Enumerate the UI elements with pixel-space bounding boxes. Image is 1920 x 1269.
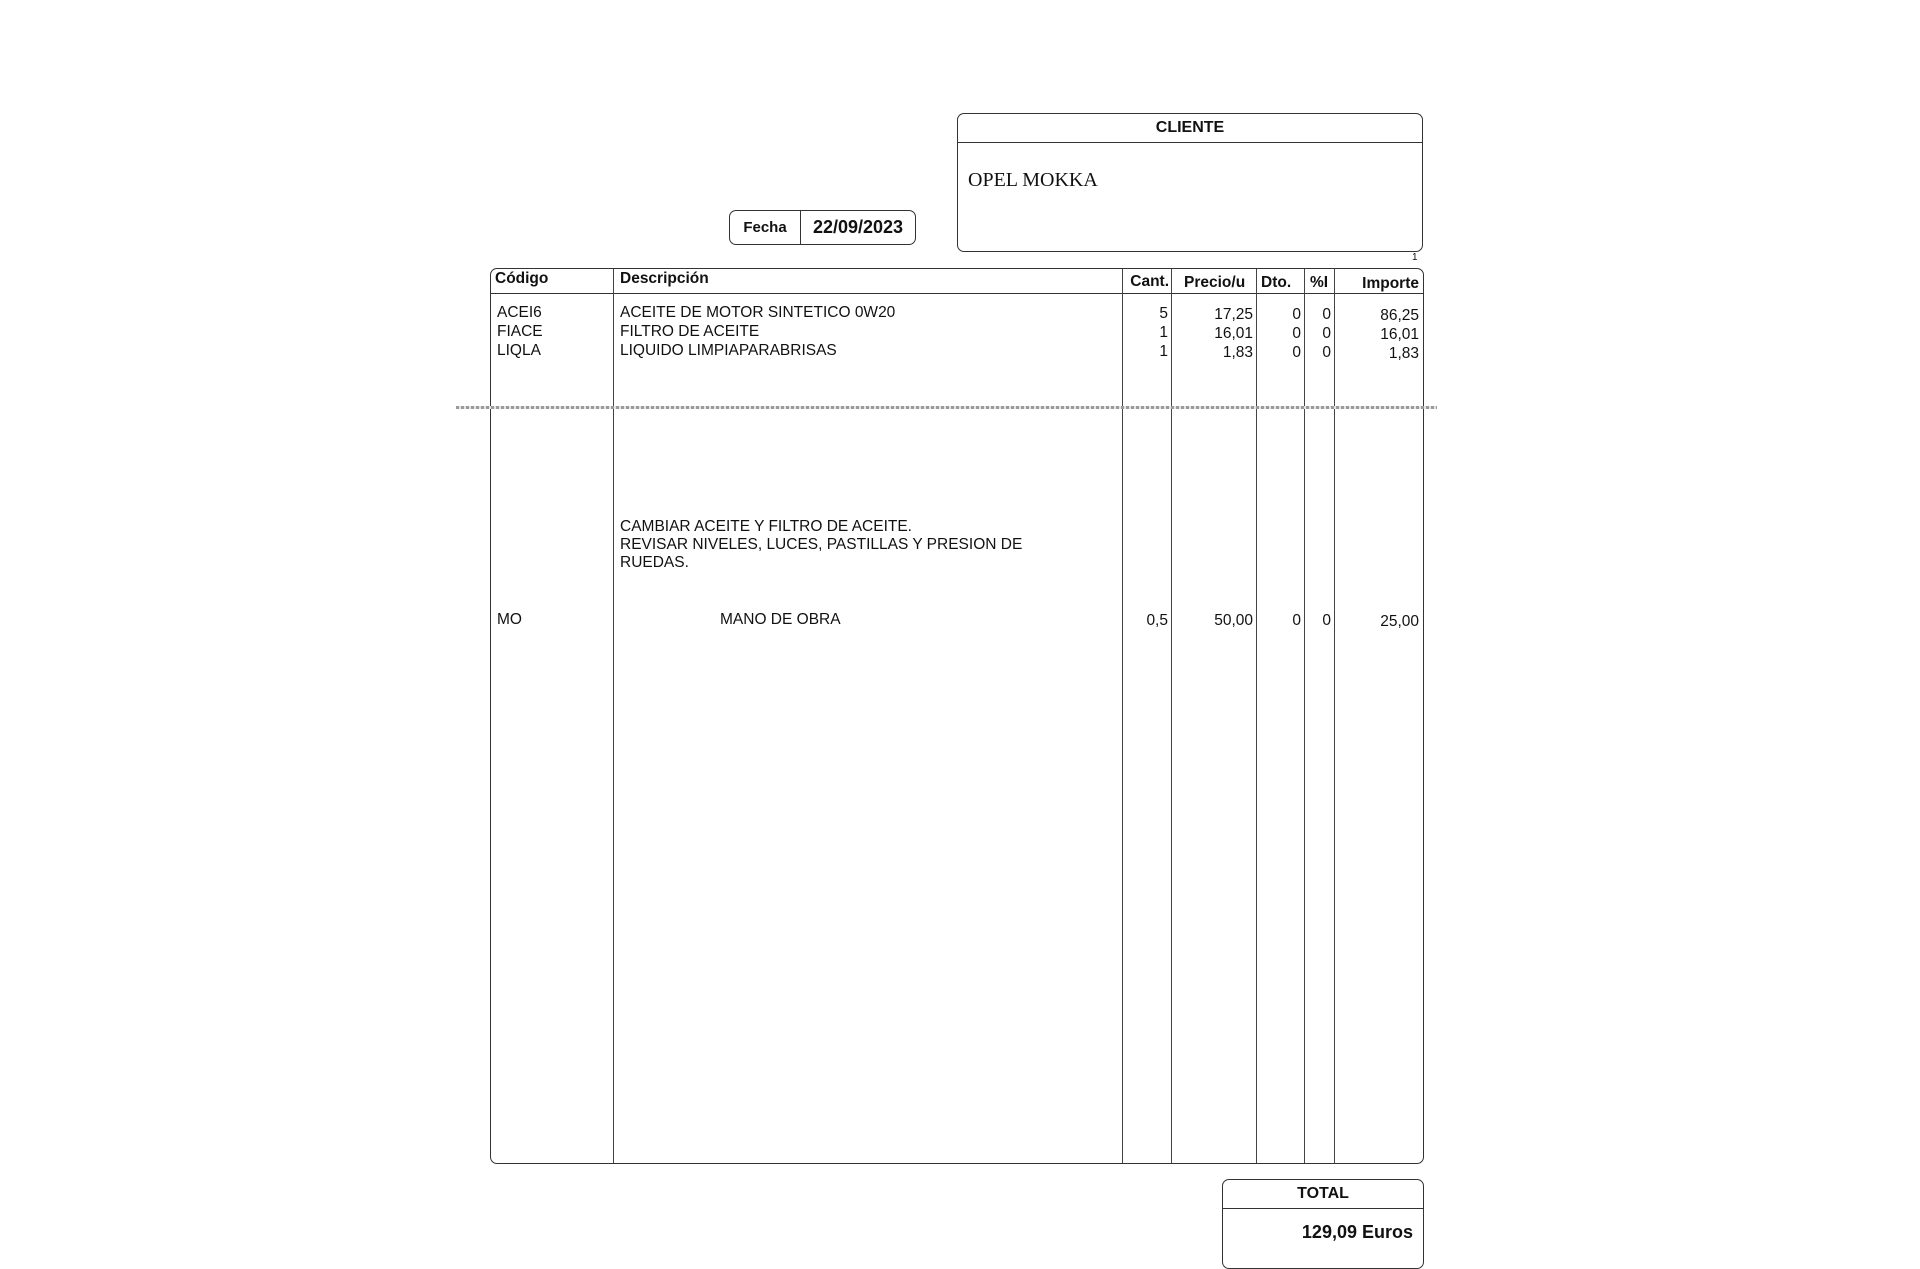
row-2-codigo: FIACE — [497, 323, 543, 340]
fecha-box — [729, 210, 916, 245]
row-3-descripcion: LIQUIDO LIMPIAPARABRISAS — [620, 342, 837, 359]
labor-descripcion: MANO DE OBRA — [720, 611, 841, 628]
row-2-cant: 1 — [1159, 324, 1168, 341]
note-line-1: CAMBIAR ACEITE Y FILTRO DE ACEITE. — [620, 518, 912, 535]
header-cant: Cant. — [1130, 273, 1169, 290]
labor-codigo: MO — [497, 611, 522, 628]
page-number: 1 — [1412, 252, 1418, 263]
fecha-value: 22/09/2023 — [812, 217, 904, 237]
row-2-importe: 16,01 — [1380, 326, 1419, 343]
row-1-precio: 17,25 — [1214, 306, 1253, 323]
note-line-2: REVISAR NIVELES, LUCES, PASTILLAS Y PRESION DE — [620, 536, 1023, 553]
header-divider — [491, 293, 1423, 294]
row-2-dto: 0 — [1292, 325, 1301, 342]
row-1-importe: 86,25 — [1380, 307, 1419, 324]
row-1-cant: 5 — [1159, 305, 1168, 322]
row-3-codigo: LIQLA — [497, 342, 541, 359]
row-2-precio: 16,01 — [1214, 325, 1253, 342]
column-divider — [1256, 269, 1257, 1163]
column-divider — [1304, 269, 1305, 1163]
row-3-importe: 1,83 — [1388, 345, 1419, 362]
header-precio: Precio/u — [1184, 274, 1246, 291]
column-divider — [1122, 269, 1123, 1163]
scan-line — [456, 406, 1437, 409]
row-3-pct: 0 — [1322, 344, 1331, 361]
total-value: 129,09 Euros — [1301, 1222, 1413, 1242]
items-table — [490, 268, 1424, 1164]
row-3-cant: 1 — [1159, 343, 1168, 360]
header-dto: Dto. — [1261, 274, 1292, 291]
row-3-precio: 1,83 — [1222, 344, 1253, 361]
header-pct: %I — [1310, 274, 1329, 291]
row-3-dto: 0 — [1292, 344, 1301, 361]
total-label: TOTAL — [1223, 1180, 1423, 1209]
column-divider — [1334, 269, 1335, 1163]
row-1-pct: 0 — [1322, 306, 1331, 323]
cliente-name: OPEL MOKKA — [968, 169, 1098, 191]
labor-importe: 25,00 — [1380, 613, 1419, 630]
total-box — [1222, 1179, 1424, 1269]
header-codigo: Código — [495, 270, 549, 287]
column-divider — [1171, 269, 1172, 1163]
column-divider — [613, 269, 614, 1163]
fecha-label: Fecha — [730, 211, 801, 244]
row-1-descripcion: ACEITE DE MOTOR SINTETICO 0W20 — [620, 304, 896, 321]
row-1-codigo: ACEI6 — [497, 304, 542, 321]
labor-precio: 50,00 — [1214, 612, 1253, 629]
cliente-label: CLIENTE — [958, 114, 1422, 143]
row-2-pct: 0 — [1322, 325, 1331, 342]
header-descripcion: Descripción — [620, 270, 709, 287]
note-line-3: RUEDAS. — [620, 554, 689, 571]
header-importe: Importe — [1362, 275, 1419, 292]
labor-dto: 0 — [1292, 612, 1301, 629]
labor-pct: 0 — [1322, 612, 1331, 629]
cliente-box — [957, 113, 1423, 252]
row-2-descripcion: FILTRO DE ACEITE — [620, 323, 760, 340]
row-1-dto: 0 — [1292, 306, 1301, 323]
labor-cant: 0,5 — [1146, 612, 1168, 629]
